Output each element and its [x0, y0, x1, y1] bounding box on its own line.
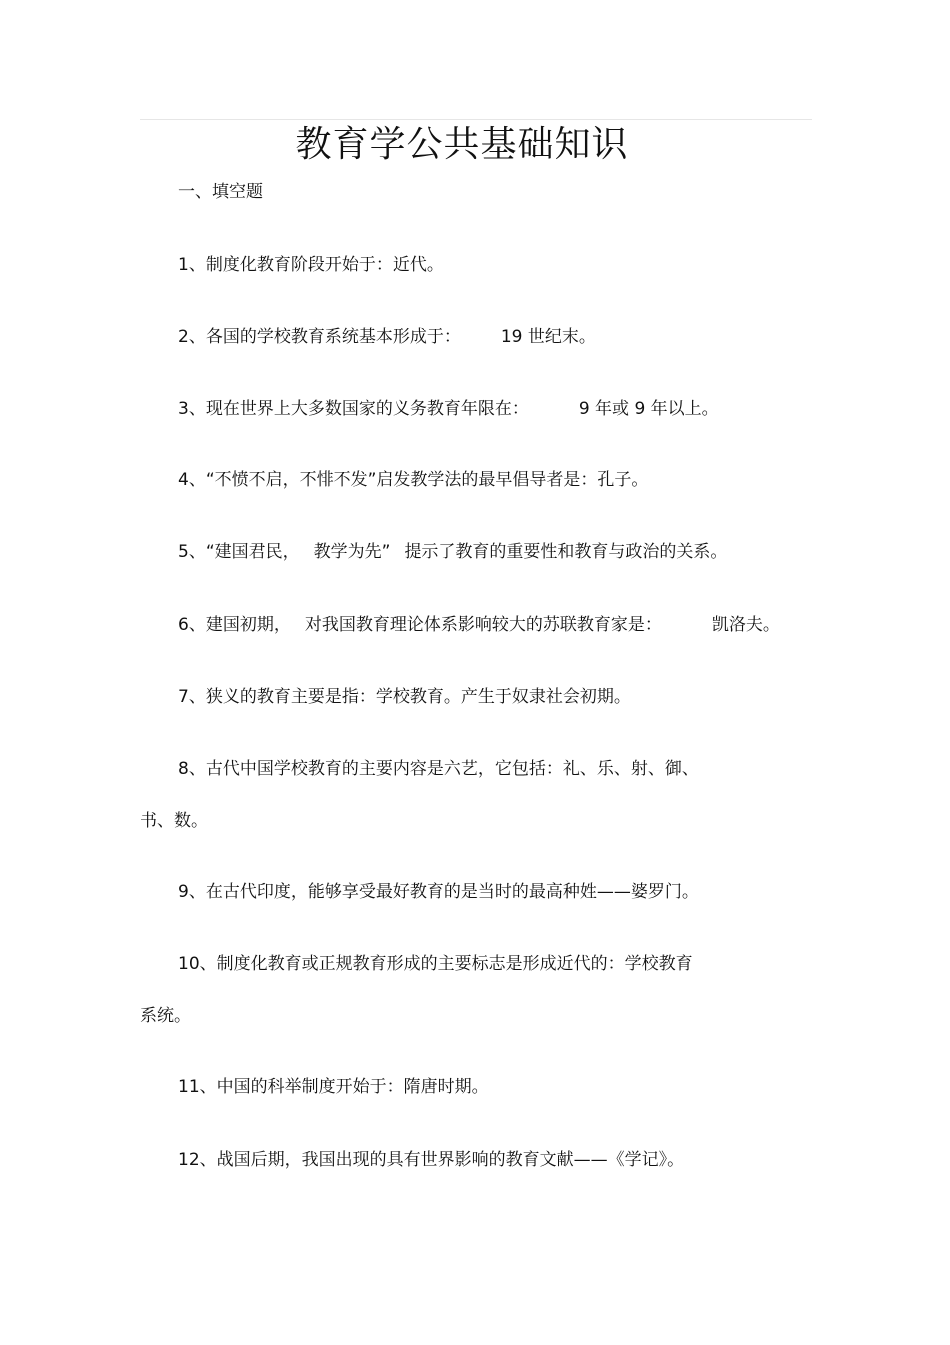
item-question: 5、“建国君民，: [178, 542, 300, 562]
item-text: 4、“不愤不启，不悱不发”启发教学法的最早倡导者是：孔子。: [178, 470, 649, 490]
list-item-12: [140, 1148, 820, 1172]
item-quote-end: 教学为先”: [313, 542, 391, 562]
item-answer: 19 世纪末。: [500, 327, 596, 347]
header-divider: [140, 119, 812, 120]
item-question-cont: 对我国教育理论体系影响较大的苏联教育家是：: [304, 615, 662, 635]
item-text: 7、狭义的教育主要是指：学校教育。产生于奴隶社会初期。: [178, 687, 631, 707]
item-answer: 凯洛夫。: [711, 615, 780, 635]
item-text: 10、制度化教育或正规教育形成的主要标志是形成近代的：学校教育: [178, 954, 693, 974]
item-text: 8、古代中国学校教育的主要内容是六艺，它包括：礼、乐、射、御、: [178, 759, 699, 779]
item-answer: 提示了教育的重要性和教育与政治的关系。: [404, 542, 728, 562]
list-item-4: [140, 468, 820, 492]
list-item-9: [140, 880, 820, 904]
section-heading: 一、填空题: [178, 182, 263, 202]
list-item-2: [140, 325, 820, 349]
list-item-8: [140, 757, 820, 833]
list-item-6: [140, 613, 820, 637]
item-text-continued: 系统。: [140, 1006, 191, 1026]
item-question: 6、建国初期，: [178, 615, 291, 635]
list-item-10: [140, 952, 820, 1028]
list-item-3: [140, 397, 820, 421]
item-text: 1、制度化教育阶段开始于：近代。: [178, 255, 444, 275]
document-title: 教育学公共基础知识: [295, 124, 629, 165]
list-item-5: [140, 540, 820, 564]
item-answer: 9 年或 9 年以上。: [578, 399, 719, 419]
item-text-continued: 书、数。: [140, 811, 208, 831]
list-item-7: [140, 685, 820, 709]
list-item-1: [140, 253, 820, 277]
item-question: 2、各国的学校教育系统基本形成于：: [178, 327, 461, 347]
item-text: 12、战国后期，我国出现的具有世界影响的教育文献——《学记》。: [178, 1150, 685, 1170]
item-text: 9、在古代印度，能够享受最好教育的是当时的最高种姓——婆罗门。: [178, 882, 699, 902]
item-text: 11、中国的科举制度开始于：隋唐时期。: [178, 1077, 489, 1097]
list-item-11: [140, 1075, 820, 1099]
item-question: 3、现在世界上大多数国家的义务教育年限在：: [178, 399, 529, 419]
